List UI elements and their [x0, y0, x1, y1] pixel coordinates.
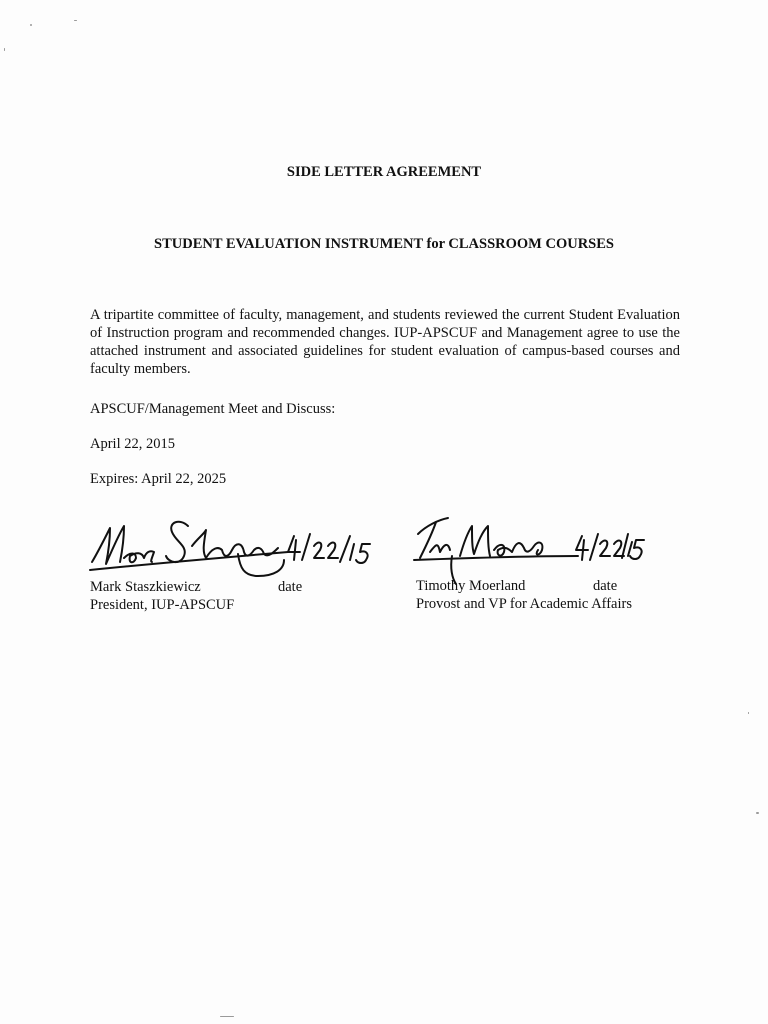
left-signer-title: President, IUP-APSCUF — [90, 597, 235, 613]
left-signer-name: Mark Staszkiewicz — [90, 579, 201, 595]
scan-speck — [4, 48, 5, 51]
scan-speck — [30, 24, 32, 26]
right-signer-name: Timothy Moerland — [416, 578, 526, 594]
right-date-label: date — [593, 578, 618, 594]
scan-speck — [756, 812, 759, 814]
document-subheading: STUDENT EVALUATION INSTRUMENT for CLASSROOM COURSES — [154, 236, 614, 252]
meet-discuss-line: APSCUF/Management Meet and Discuss: — [90, 401, 336, 417]
document-heading: SIDE LETTER AGREEMENT — [286, 164, 482, 180]
agreement-date: April 22, 2015 — [90, 436, 175, 452]
scan-speck — [748, 712, 749, 714]
body-paragraph: A tripartite committee of faculty, management, and students reviewed the current Student Evaluation of Instruction program and recommended changes. IUP-APSCUF and Management agree to use the attached instrument and associated guidelines for student evaluation of campus-based courses and faculty members. — [90, 307, 680, 377]
right-signer-title: Provost and VP for Academic Affairs — [416, 596, 632, 612]
scan-speck — [220, 1016, 234, 1017]
expiration-date: Expires: April 22, 2025 — [90, 471, 227, 487]
scan-speck — [74, 20, 77, 21]
left-date-label: date — [278, 579, 303, 595]
